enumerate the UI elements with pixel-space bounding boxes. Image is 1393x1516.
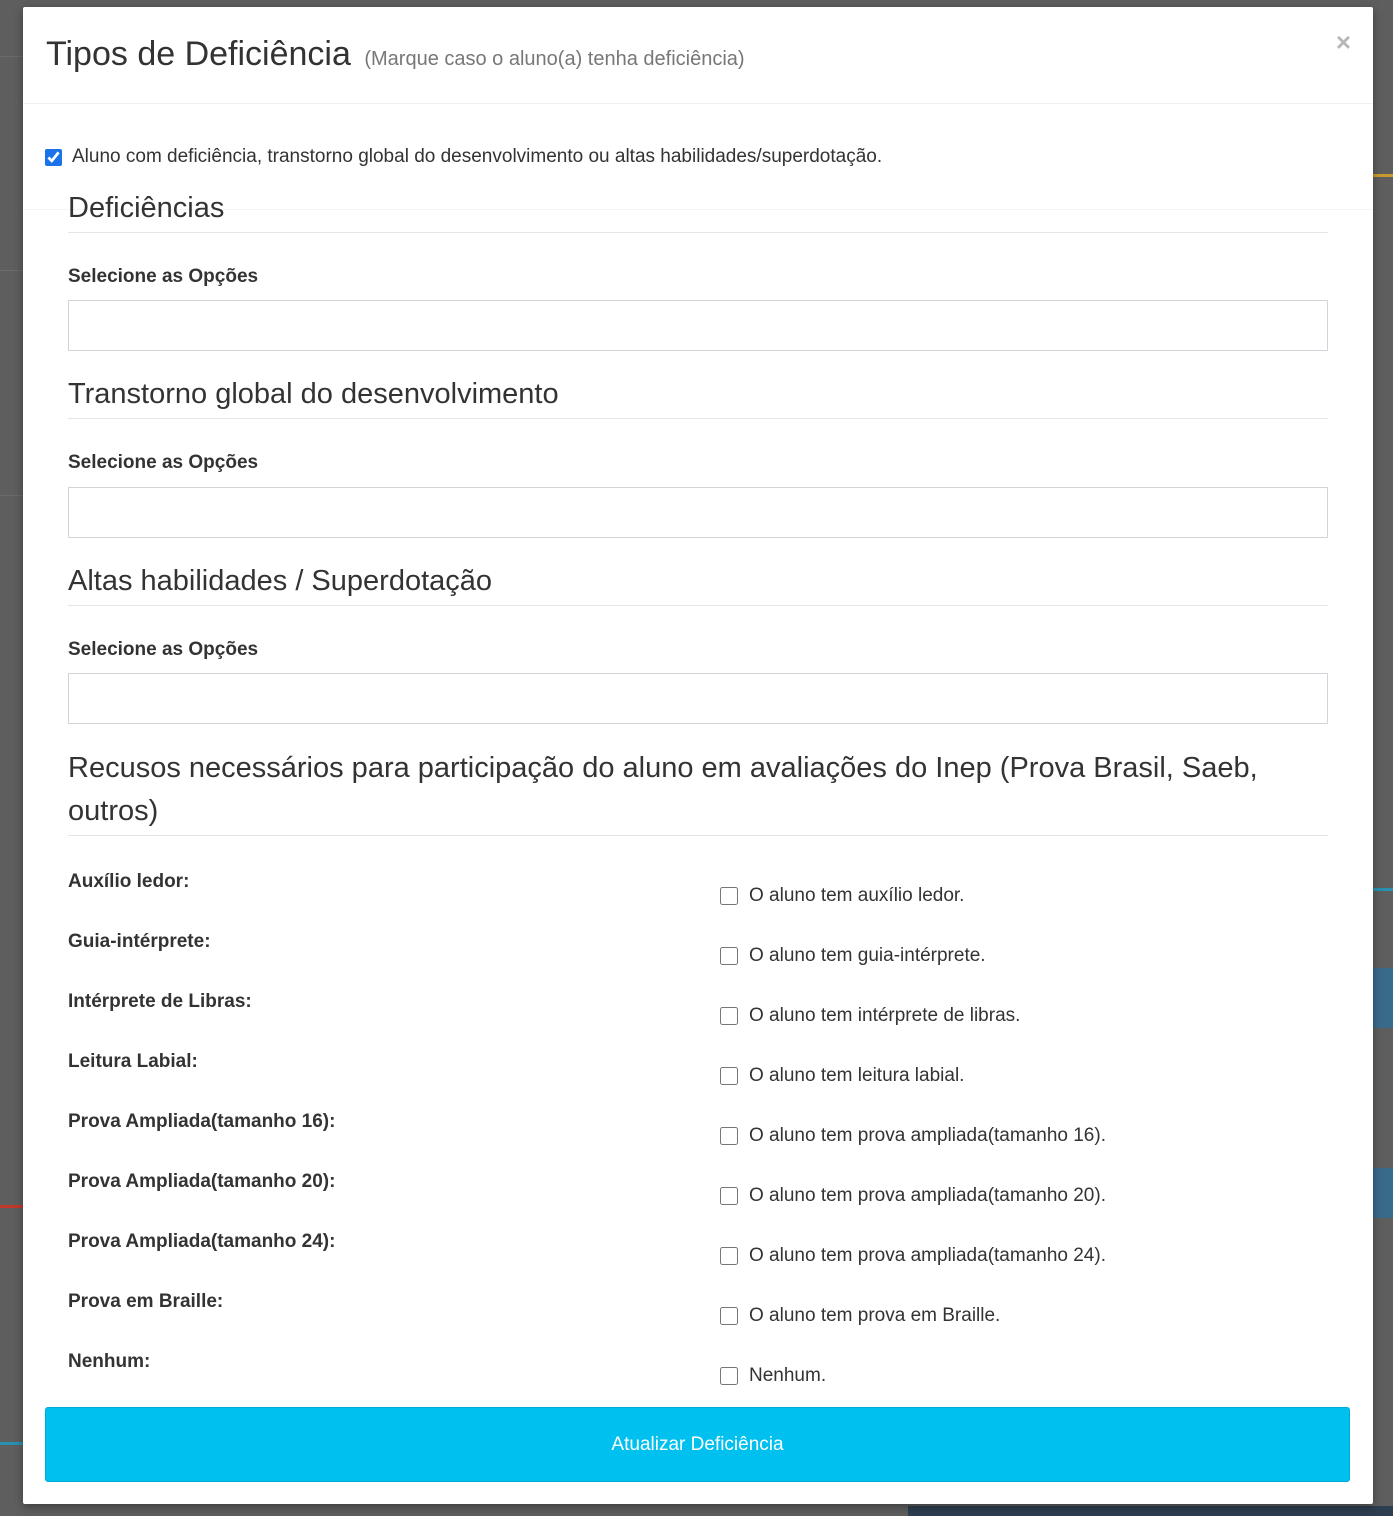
- interprete-libras-checkbox-label: O aluno tem intérprete de libras.: [749, 1005, 1021, 1026]
- resource-label-prova-ampliada-24: Prova Ampliada(tamanho 24):: [68, 1231, 336, 1252]
- prova-braille-checkbox[interactable]: [720, 1307, 738, 1325]
- resource-label-leitura-labial: Leitura Labial:: [68, 1051, 198, 1072]
- altas-habilidades-select[interactable]: [68, 673, 1328, 724]
- leitura-labial-checkbox[interactable]: [720, 1067, 738, 1085]
- section-title-recursos: Recusos necessários para participação do aluno em avaliações do Inep (Prova Brasil, Saeb, outros): [68, 747, 1328, 836]
- resource-label-nenhum: Nenhum:: [68, 1351, 151, 1372]
- modal-title: [46, 35, 745, 74]
- deficiency-modal: [23, 7, 1373, 1504]
- deficiencias-options-label: Selecione as Opções: [68, 266, 259, 287]
- transtorno-options-label: Selecione as Opções: [68, 452, 259, 473]
- background-divider: [0, 56, 23, 57]
- resource-checkbox-row-prova-ampliada-16[interactable]: [720, 1125, 1106, 1147]
- deficiency-main-checkbox-label: Aluno com deficiência, transtorno global do desenvolvimento ou altas habilidades/superdotação.: [72, 146, 883, 167]
- resource-label-interprete-libras: Intérprete de Libras:: [68, 991, 252, 1012]
- background-accent: [1373, 1168, 1393, 1218]
- interprete-libras-checkbox[interactable]: [720, 1007, 738, 1025]
- resource-checkbox-row-interprete-libras[interactable]: [720, 1005, 1020, 1027]
- prova-ampliada-20-checkbox-label: O aluno tem prova ampliada(tamanho 20).: [749, 1185, 1106, 1206]
- prova-ampliada-16-checkbox[interactable]: [720, 1127, 738, 1145]
- close-icon[interactable]: ×: [1335, 27, 1351, 57]
- resource-label-guia-interprete: Guia-intérprete:: [68, 931, 211, 952]
- prova-braille-checkbox-label: O aluno tem prova em Braille.: [749, 1305, 1001, 1326]
- resource-label-prova-ampliada-16: Prova Ampliada(tamanho 16):: [68, 1111, 336, 1132]
- section-title-deficiencias: Deficiências: [68, 187, 1328, 233]
- modal-subtitle: (Marque caso o aluno(a) tenha deficiência): [364, 48, 745, 70]
- update-deficiency-button[interactable]: Atualizar Deficiência: [45, 1407, 1350, 1482]
- resource-label-prova-ampliada-20: Prova Ampliada(tamanho 20):: [68, 1171, 336, 1192]
- resource-label-auxilio-ledor: Auxílio ledor:: [68, 871, 190, 892]
- prova-ampliada-24-checkbox[interactable]: [720, 1247, 738, 1265]
- resource-checkbox-row-prova-braille[interactable]: [720, 1305, 1000, 1327]
- nenhum-checkbox[interactable]: [720, 1367, 738, 1385]
- resource-checkbox-row-prova-ampliada-24[interactable]: [720, 1245, 1106, 1267]
- prova-ampliada-20-checkbox[interactable]: [720, 1187, 738, 1205]
- resource-checkbox-row-auxilio-ledor[interactable]: [720, 885, 964, 907]
- resource-label-prova-braille: Prova em Braille:: [68, 1291, 224, 1312]
- background-accent: [0, 1205, 23, 1208]
- nenhum-checkbox-label: Nenhum.: [749, 1365, 827, 1386]
- modal-title-text: Tipos de Deficiência: [46, 35, 351, 73]
- deficiency-main-checkbox[interactable]: [45, 149, 62, 166]
- background-accent: [908, 1506, 1393, 1516]
- guia-interprete-checkbox[interactable]: [720, 947, 738, 965]
- auxilio-ledor-checkbox[interactable]: [720, 887, 738, 905]
- modal-header: [23, 7, 1373, 104]
- background-accent: [0, 1442, 23, 1445]
- guia-interprete-checkbox-label: O aluno tem guia-intérprete.: [749, 945, 986, 966]
- background-divider: [0, 270, 23, 271]
- resource-checkbox-row-nenhum[interactable]: [720, 1365, 826, 1387]
- background-accent: [1373, 968, 1393, 1028]
- background-divider: [0, 495, 23, 496]
- deficiency-main-checkbox-row[interactable]: [45, 146, 882, 168]
- leitura-labial-checkbox-label: O aluno tem leitura labial.: [749, 1065, 965, 1086]
- section-title-altas-habilidades: Altas habilidades / Superdotação: [68, 560, 1328, 606]
- resource-checkbox-row-leitura-labial[interactable]: [720, 1065, 964, 1087]
- prova-ampliada-16-checkbox-label: O aluno tem prova ampliada(tamanho 16).: [749, 1125, 1106, 1146]
- background-accent: [1373, 888, 1393, 891]
- auxilio-ledor-checkbox-label: O aluno tem auxílio ledor.: [749, 885, 965, 906]
- altas-habilidades-options-label: Selecione as Opções: [68, 639, 259, 660]
- resource-checkbox-row-prova-ampliada-20[interactable]: [720, 1185, 1106, 1207]
- transtorno-select[interactable]: [68, 487, 1328, 538]
- resource-checkbox-row-guia-interprete[interactable]: [720, 945, 986, 967]
- deficiencias-select[interactable]: [68, 300, 1328, 351]
- background-accent: [1373, 174, 1393, 177]
- prova-ampliada-24-checkbox-label: O aluno tem prova ampliada(tamanho 24).: [749, 1245, 1106, 1266]
- section-title-transtorno: Transtorno global do desenvolvimento: [68, 373, 1328, 419]
